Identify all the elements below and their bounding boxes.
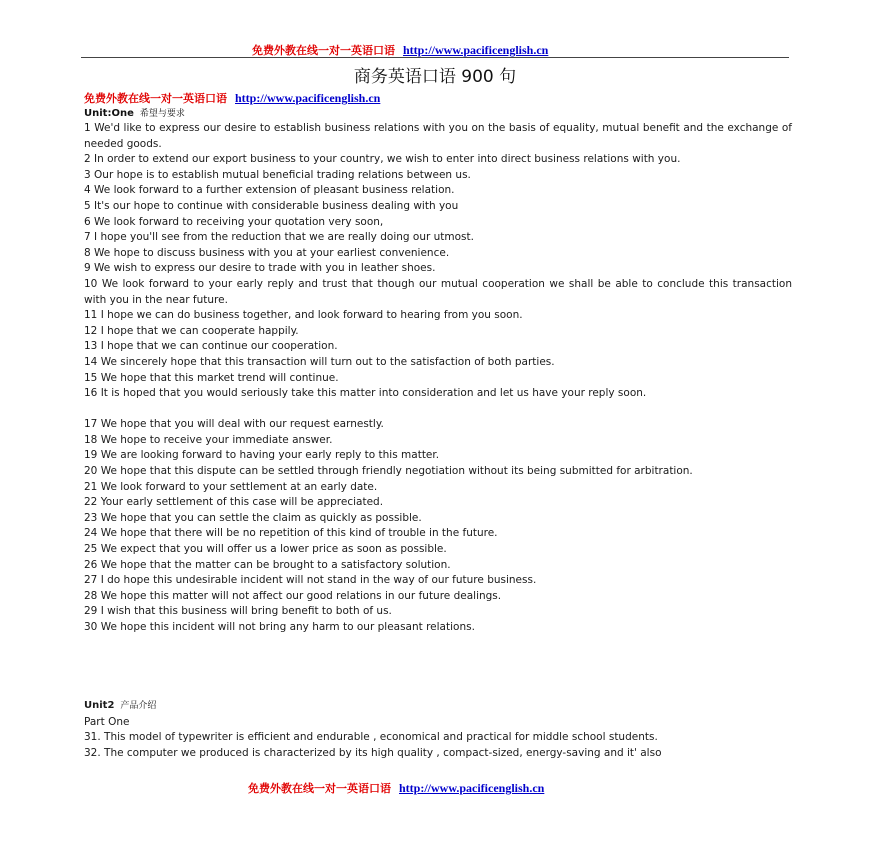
sentence-item: 30 We hope this incident will not bring any harm to our pleasant relations. (84, 621, 475, 633)
sentence-item: 25 We expect that you will offer us a lower price as soon as possible. (84, 543, 447, 556)
sentence-item: 26 We hope that the matter can be brought to a satisfactory solution. (84, 558, 451, 571)
sentence-item: 28 We hope this matter will not affect our good relations in our future dealings. (84, 589, 502, 602)
header-ad-link[interactable]: http://www.pacificenglish.cn (403, 43, 549, 57)
sentence-item: 12 I hope that we can cooperate happily. (84, 324, 299, 337)
unit2-sentence-list (84, 730, 792, 761)
body-ad (84, 90, 380, 106)
sentence-item: 17 We hope that you will deal with our request earnestly. (84, 418, 384, 431)
header-ad-text: 免费外教在线一对一英语口语 (252, 44, 395, 57)
document-title: 商务英语口语 900 句 (353, 67, 517, 87)
unit2-heading (84, 698, 792, 715)
header-ad (252, 42, 548, 58)
sentence-item: 3 Our hope is to establish mutual beneficial trading relations between us. (84, 168, 471, 181)
sentence-item: 24 We hope that there will be no repetition of this kind of trouble in the future. (84, 527, 498, 540)
sentence-item: 8 We hope to discuss business with you at your earliest convenience. (84, 246, 450, 259)
unit2-section (84, 698, 792, 761)
sentence-item: 32. The computer we produced is characterized by its high quality , compact-sized, energy-saving and it' also (84, 746, 662, 759)
sentence-item: 13 I hope that we can continue our cooperation. (84, 340, 338, 353)
sentence-item: 1 We'd like to express our desire to establish business relations with you on the basis of equality, mutual benefit and the exchange of needed goods. (84, 122, 792, 150)
sentence-item: 14 We sincerely hope that this transaction will turn out to the satisfaction of both parties. (84, 355, 555, 368)
unit1-label: Unit:One (84, 108, 134, 119)
sentence-item: 4 We look forward to a further extension of pleasant business relation. (84, 184, 455, 197)
sentence-item: 19 We are looking forward to having your early reply to this matter. (84, 449, 440, 462)
unit1-sentence-list (84, 121, 792, 636)
sentence-item: 9 We wish to express our desire to trade with you in leather shoes. (84, 262, 436, 275)
sentence-item: 7 I hope you'll see from the reduction that we are really doing our utmost. (84, 231, 474, 244)
body-ad-text: 免费外教在线一对一英语口语 (84, 92, 227, 105)
sentence-item: 5 It's our hope to continue with considerable business dealing with you (84, 199, 459, 212)
blank-line (84, 402, 792, 418)
unit2-part-label: Part One (84, 715, 130, 728)
sentence-item: 6 We look forward to receiving your quotation very soon, (84, 215, 384, 228)
sentence-item: 2 In order to extend our export business to your country, we wish to enter into direct business relations with you. (84, 153, 681, 166)
sentence-item: 11 I hope we can do business together, and look forward to hearing from you soon. (84, 309, 523, 322)
footer-ad (248, 780, 544, 796)
sentence-item: 23 We hope that you can settle the claim as quickly as possible. (84, 511, 422, 524)
sentence-item: 20 We hope that this dispute can be settled through friendly negotiation without its being submitted for arbitration. (84, 465, 693, 478)
sentence-item: 22 Your early settlement of this case will be appreciated. (84, 496, 384, 509)
unit2-subtitle: 产品介绍 (120, 701, 157, 711)
body-ad-link[interactable]: http://www.pacificenglish.cn (235, 91, 381, 105)
sentence-item: 21 We look forward to your settlement at an early date. (84, 480, 378, 493)
header-divider (81, 57, 789, 58)
sentence-item: 15 We hope that this market trend will continue. (84, 371, 339, 384)
sentence-item: 31. This model of typewriter is efficient and endurable , economical and practical for middle school students. (84, 731, 658, 744)
unit2-label: Unit2 (84, 700, 115, 711)
unit1-heading (84, 106, 185, 119)
sentence-item: 10 We look forward to your early reply and trust that though our mutual cooperation we shall be able to conclude this transaction with you in the near future. (84, 277, 792, 306)
unit1-subtitle: 希望与要求 (139, 109, 185, 119)
footer-ad-text: 免费外教在线一对一英语口语 (248, 782, 391, 795)
sentence-item: 29 I wish that this business will bring benefit to both of us. (84, 605, 392, 618)
sentence-item: 18 We hope to receive your immediate answer. (84, 433, 333, 446)
footer-ad-link[interactable]: http://www.pacificenglish.cn (399, 781, 545, 795)
sentence-item: 16 It is hoped that you would seriously take this matter into consideration and let us have your reply soon. (84, 387, 647, 400)
sentence-item: 27 I do hope this undesirable incident will not stand in the way of our future business. (84, 574, 537, 587)
